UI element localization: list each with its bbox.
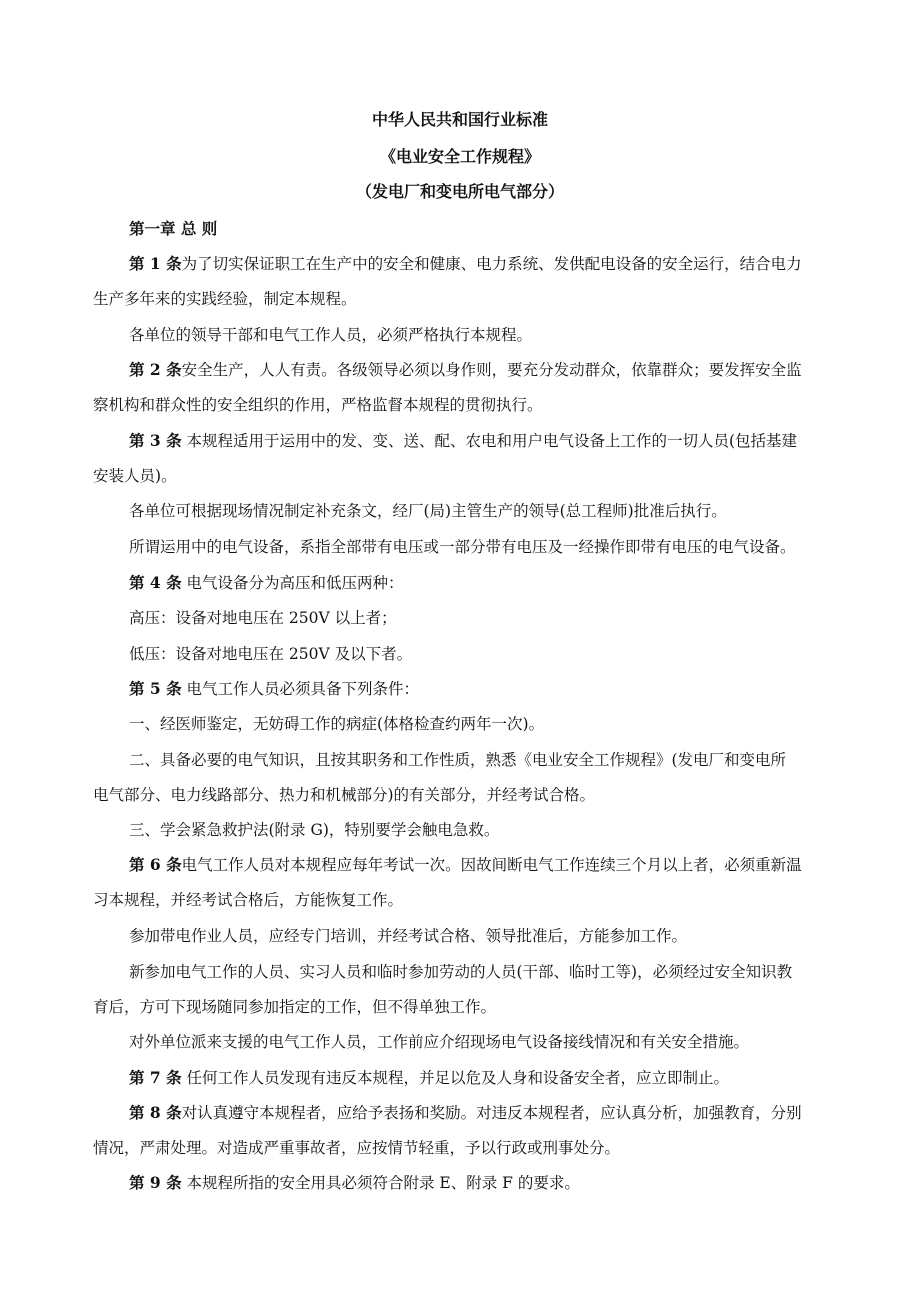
article-label: 第 7 条 xyxy=(129,1068,182,1087)
article-text: 本规程适用于运用中的发、变、送、配、农电和用户电气设备上工作的一切人员(包括基建 xyxy=(181,432,798,450)
article-label: 第 3 条 xyxy=(129,431,182,450)
paragraph: 对外单位派来支援的电气工作人员，工作前应介绍现场电气设备接线情况和有关安全措施。 xyxy=(129,1033,750,1051)
article-4 xyxy=(129,573,404,593)
article-5 xyxy=(129,679,419,699)
article-6 xyxy=(129,855,802,875)
article-label: 第 6 条 xyxy=(129,855,182,874)
article-7 xyxy=(129,1068,729,1088)
article-text: 电气工作人员对本规程应每年考试一次。因故间断电气工作连续三个月以上者，必须重新温 xyxy=(181,856,802,874)
article-text: 对认真遵守本规程者，应给予表扬和奖励。对违反本规程者，应认真分析，加强教育，分别 xyxy=(181,1104,802,1122)
article-label: 第 2 条 xyxy=(129,360,182,379)
doc-title-name: 《电业安全工作规程》 xyxy=(379,147,540,166)
article-text: 任何工作人员发现有违反本规程，并足以危及人身和设备安全者，应立即制止。 xyxy=(181,1069,730,1087)
paragraph: 一、经医师鉴定，无妨碍工作的病症(体格检查约两年一次)。 xyxy=(129,715,545,733)
article-8 xyxy=(129,1103,802,1123)
article-2-cont: 察机构和群众性的安全组织的作用，严格监督本规程的贯彻执行。 xyxy=(93,396,543,414)
chapter-heading: 第一章 总 则 xyxy=(129,219,218,238)
article-label: 第 9 条 xyxy=(129,1173,182,1192)
paragraph: 新参加电气工作的人员、实习人员和临时参加劳动的人员(干部、临时工等)，必须经过安全知识教 xyxy=(129,963,793,981)
article-text: 电气工作人员必须具备下列条件： xyxy=(181,680,420,698)
paragraph: 三、学会紧急救护法(附录 G)，特别要学会触电急救。 xyxy=(129,821,500,839)
article-1-cont: 生产多年来的实践经验，制定本规程。 xyxy=(93,290,357,308)
paragraph: 二、具备必要的电气知识，且按其职务和工作性质，熟悉《电业安全工作规程》(发电厂和变电所 xyxy=(129,751,787,769)
article-label: 第 1 条 xyxy=(129,254,182,273)
article-8-cont: 情况，严肃处理。对造成严重事故者，应按情节轻重，予以行政或刑事处分。 xyxy=(93,1139,621,1157)
article-1 xyxy=(129,254,802,274)
paragraph: 各单位可根据现场情况制定补充条文，经厂(局)主管生产的领导(总工程师)批准后执行。 xyxy=(129,502,727,520)
article-6-cont: 习本规程，并经考试合格后，方能恢复工作。 xyxy=(93,891,404,909)
article-2 xyxy=(129,360,802,380)
article-3-cont: 安装人员)。 xyxy=(93,467,177,485)
article-text: 电气设备分为高压和低压两种： xyxy=(181,574,404,592)
paragraph: 高压：设备对地电压在 250V 以上者； xyxy=(129,609,397,627)
paragraph: 参加带电作业人员，应经专门培训，并经考试合格、领导批准后，方能参加工作。 xyxy=(129,927,688,945)
article-label: 第 8 条 xyxy=(129,1103,182,1122)
paragraph-cont: 育后，方可下现场随同参加指定的工作，但不得单独工作。 xyxy=(93,998,497,1016)
article-9 xyxy=(129,1173,580,1193)
paragraph: 所谓运用中的电气设备，系指全部带有电压或一部分带有电压及一经操作即带有电压的电气设备。 xyxy=(129,538,796,556)
article-text: 安全生产，人人有责。各级领导必须以身作则，要充分发动群众，依靠群众；要发挥安全监 xyxy=(181,361,802,379)
paragraph-cont: 电气部分、电力线路部分、热力和机械部分)的有关部分，并经考试合格。 xyxy=(93,786,596,804)
article-text: 本规程所指的安全用具必须符合附录 E、附录 F 的要求。 xyxy=(181,1174,580,1192)
paragraph: 低压：设备对地电压在 250V 及以下者。 xyxy=(129,645,413,663)
article-3 xyxy=(129,431,797,451)
paragraph: 各单位的领导干部和电气工作人员，必须严格执行本规程。 xyxy=(129,326,533,344)
doc-title-subtitle: （发电厂和变电所电气部分） xyxy=(355,182,564,201)
article-label: 第 4 条 xyxy=(129,573,182,592)
doc-title-standard: 中华人民共和国行业标准 xyxy=(371,110,548,129)
article-label: 第 5 条 xyxy=(129,679,182,698)
article-text: 为了切实保证职工在生产中的安全和健康、电力系统、发供配电设备的安全运行，结合电力 xyxy=(181,255,802,273)
